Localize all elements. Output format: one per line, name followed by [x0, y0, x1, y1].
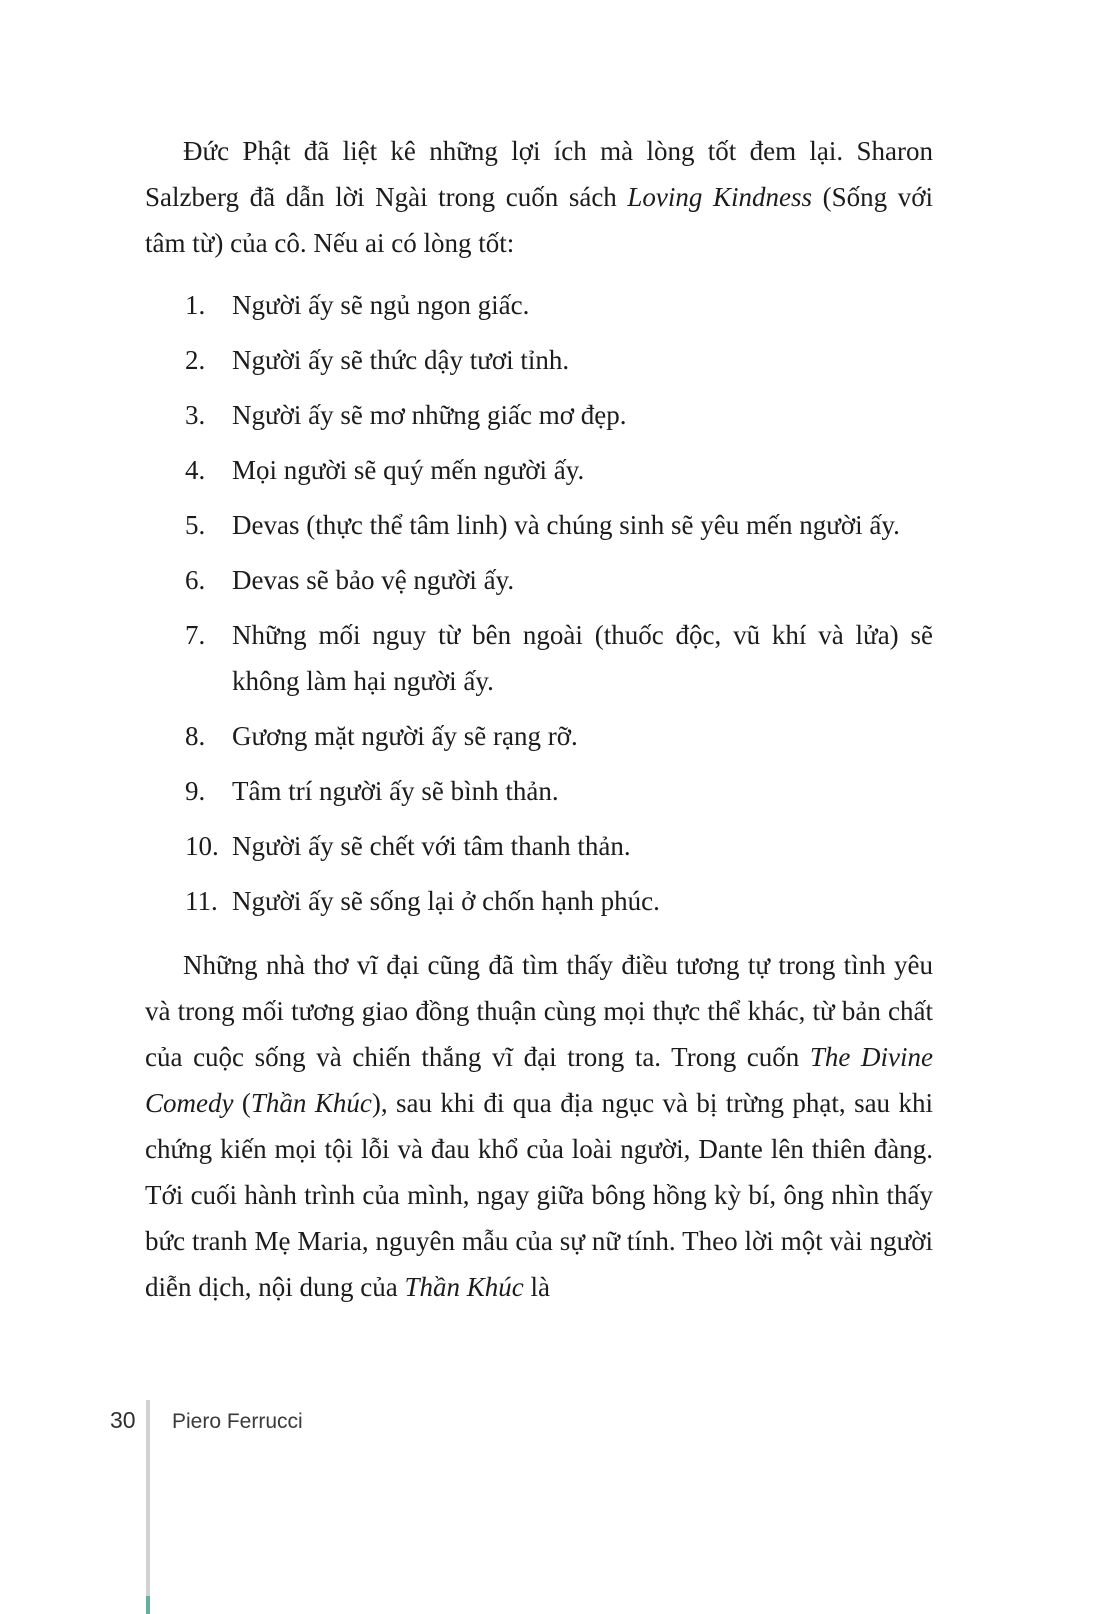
italic-text-run: Loving Kindness — [627, 182, 813, 212]
page-footer — [0, 1404, 1103, 1444]
text-run: Những nhà thơ vĩ đại cũng đã tìm thấy điều tương tự trong tình yêu và trong mối tương giao đồng thuận cùng mọi thực thể khác, từ bản chất của cuộc sống và chiến thắng vĩ đại trong ta. Trong cuốn — [145, 950, 933, 1072]
benefit-list-item — [145, 768, 933, 814]
list-item-text: Người ấy sẽ sống lại ở chốn hạnh phúc. — [232, 886, 660, 916]
list-item-text: Tâm trí người ấy sẽ bình thản. — [232, 776, 559, 806]
page-content — [145, 128, 933, 1310]
italic-text-run: Thần Khúc — [404, 1272, 524, 1302]
list-item-number: 6. — [185, 565, 206, 595]
intro-paragraph — [145, 128, 933, 266]
list-item-number: 3. — [185, 400, 206, 430]
author-name: Piero Ferrucci — [172, 1410, 303, 1433]
list-item-text: Người ấy sẽ mơ những giấc mơ đẹp. — [232, 400, 627, 430]
page-number: 30 — [110, 1407, 136, 1433]
text-run: Đức Phật đã liệt kê những lợi ích mà lòng tốt đem lại. Sharon Salzberg đã dẫn lời Ngài trong cuốn sách — [145, 136, 933, 212]
benefit-list-item — [145, 502, 933, 548]
benefit-list-item — [145, 557, 933, 603]
list-item-number: 1. — [185, 290, 206, 320]
benefit-list-item — [145, 337, 933, 383]
list-item-text: Devas sẽ bảo vệ người ấy. — [232, 565, 515, 595]
list-item-number: 10. — [185, 831, 219, 861]
text-run: (Sống với tâm từ) của cô. Nếu ai có lòng tốt: — [145, 182, 933, 258]
list-item-number: 4. — [185, 455, 206, 485]
closing-paragraph — [145, 942, 933, 1310]
list-item-number: 9. — [185, 776, 206, 806]
benefit-list-item — [145, 392, 933, 438]
list-item-number: 2. — [185, 345, 206, 375]
benefit-list-item — [145, 282, 933, 328]
italic-text-run: The Divine Comedy — [145, 1042, 933, 1118]
list-item-text: Người ấy sẽ thức dậy tươi tỉnh. — [232, 345, 570, 375]
benefit-list-item — [145, 878, 933, 924]
list-item-text: Những mối nguy từ bên ngoài (thuốc độc, vũ khí và lửa) sẽ không làm hại người ấy. — [232, 620, 933, 696]
list-item-text: Devas (thực thể tâm linh) và chúng sinh sẽ yêu mến người ấy. — [232, 510, 900, 540]
list-item-number: 11. — [185, 886, 218, 916]
list-item-text: Gương mặt người ấy sẽ rạng rỡ. — [232, 721, 578, 751]
footer-vertical-rule-accent — [146, 1596, 150, 1614]
benefit-list-item — [145, 713, 933, 759]
benefit-list-item — [145, 823, 933, 869]
text-run: ( — [233, 1088, 251, 1118]
benefit-list-item — [145, 447, 933, 493]
list-item-text: Mọi người sẽ quý mến người ấy. — [232, 455, 585, 485]
benefit-list-item — [145, 612, 933, 704]
italic-text-run: Thần Khúc — [250, 1088, 372, 1118]
benefits-list — [145, 282, 933, 924]
list-item-number: 5. — [185, 510, 206, 540]
list-item-text: Người ấy sẽ ngủ ngon giấc. — [232, 290, 530, 320]
text-run: là — [523, 1272, 550, 1302]
list-item-number: 7. — [185, 620, 206, 650]
list-item-number: 8. — [185, 721, 206, 751]
list-item-text: Người ấy sẽ chết với tâm thanh thản. — [232, 831, 631, 861]
text-run: ), sau khi đi qua địa ngục và bị trừng phạt, sau khi chứng kiến mọi tội lỗi và đau khổ của loài người, Dante lên thiên đàng. Tới cuối hành trình của mình, ngay giữa bông hồng kỳ bí, ông nhìn thấy bức tranh Mẹ Maria, nguyên mẫu của sự nữ tính. Theo lời một vài người diễn dịch, nội dung của — [145, 1088, 933, 1302]
